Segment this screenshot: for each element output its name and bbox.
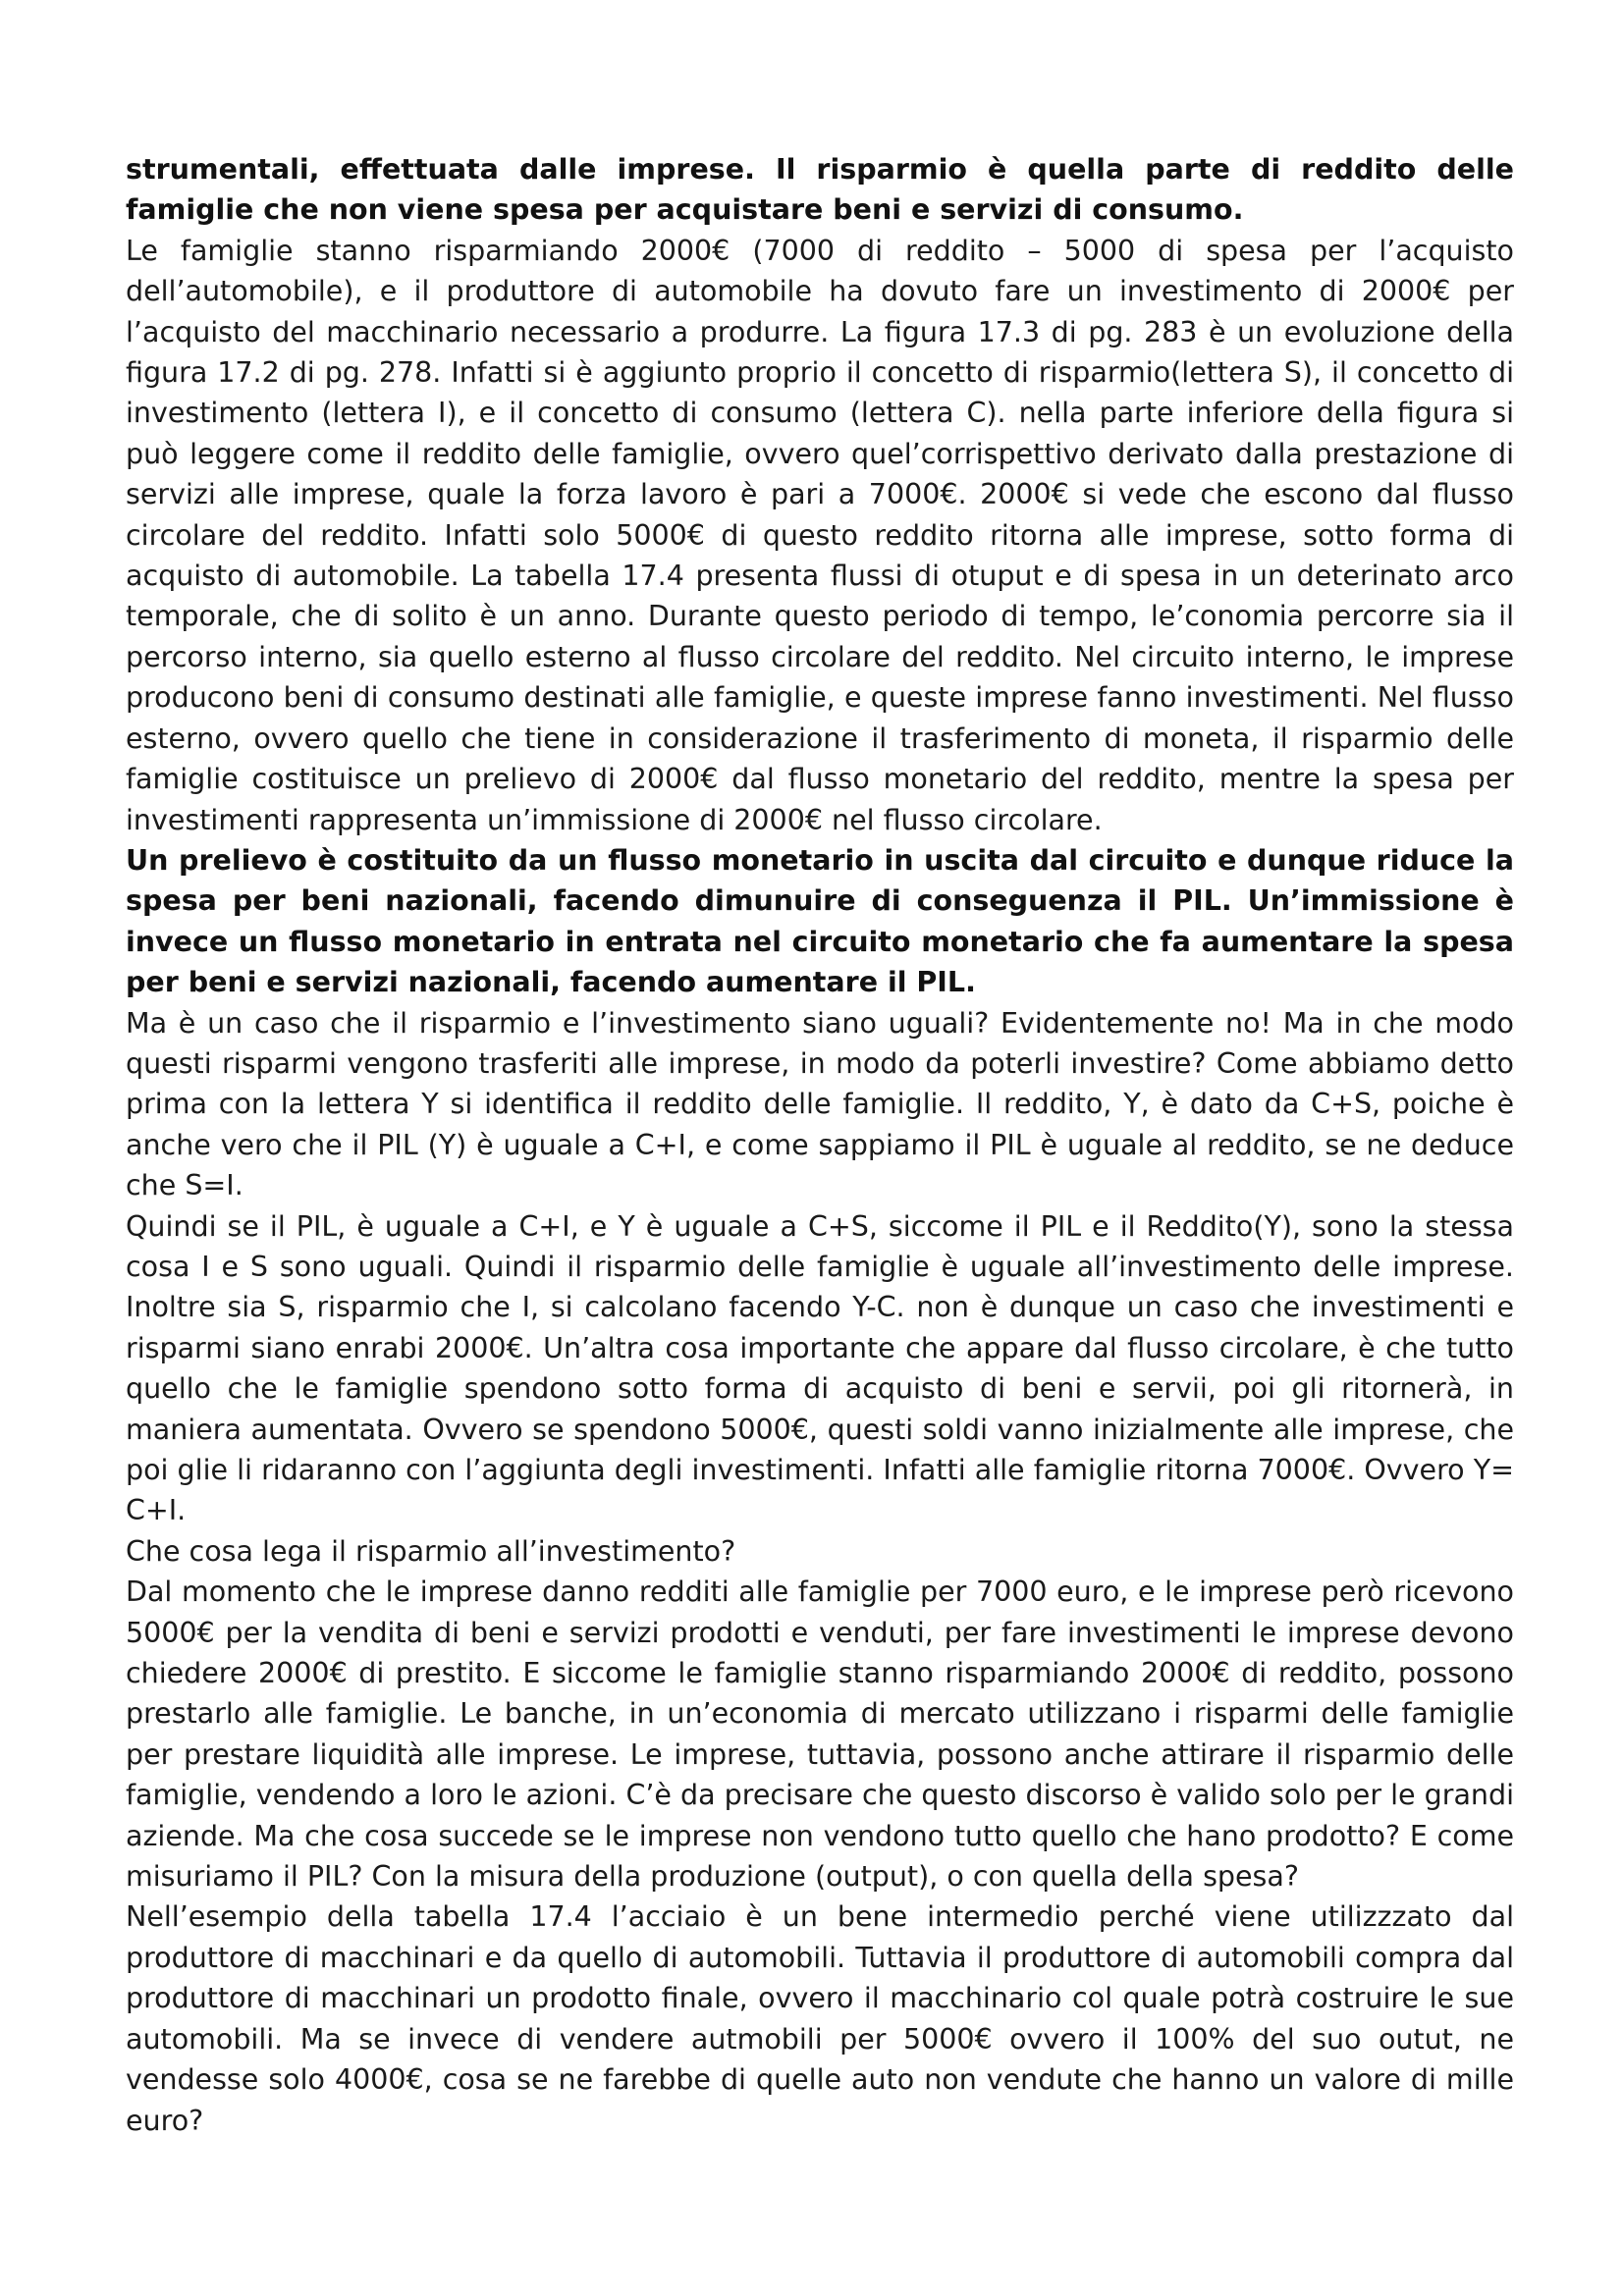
paragraph-banks-and-lending: Dal momento che le imprese danno redditi alle famiglie per 7000 euro, e le imprese però ricevono 5000€ per la vendita di beni e servizi prodotti e venduti, per fare investimenti le imprese devono chiedere 2000€ di prestito. E siccome le famiglie stanno risparmiando 2000€ di reddito, possono prestarlo alle famiglie. Le banche, in un’economia di mercato utilizzano i risparmi delle famiglie per prestare liquidità alle imprese. Le imprese, tuttavia, possono anche attirare il risparmio delle famiglie, vendendo a loro le azioni. C’è da precisare che questo discorso è valido solo per le grandi aziende. Ma che cosa succede se le imprese non vendono tutto quello che hano prodotto? E come misuriamo il PIL? Con la misura della produzione (output), o con quella della spesa? — [126, 1575, 1514, 1894]
text-column — [126, 149, 1514, 2141]
paragraph-question-heading: Che cosa lega il risparmio all’investimento? — [126, 1534, 736, 1568]
paragraph-household-savings: Le famiglie stanno risparmiando 2000€ (7000 di reddito – 5000 di spesa per l’acquisto dell’automobile), e il produttore di automobile ha dovuto fare un investimento di 2000€ per l’acquisto del macchinario necessario a produrre. La figura 17.3 di pg. 283 è un evoluzione della figura 17.2 di pg. 278. Infatti si è aggiunto proprio il concetto di risparmio(lettera S), il concetto di investimento (lettera I), e il concetto di consumo (lettera C). nella parte inferiore della figura si può leggere come il reddito delle famiglie, ovvero quel’corrispettivo derivato dalla prestazione di servizi alle imprese, quale la forza lavoro è pari a 7000€. 2000€ si vede che escono dal flusso circolare del reddito. Infatti solo 5000€ di questo reddito ritorna alle imprese, sotto forma di acquisto di automobile. La tabella 17.4 presenta flussi di otuput e di spesa in un deterinato arco temporale, che di solito è un anno. Durante questo periodo di tempo, le’conomia percorre sia il percorso interno, sia quello esterno al flusso circolare del reddito. Nel circuito interno, le imprese producono beni di consumo destinati alle famiglie, e queste imprese fanno investimenti. Nel flusso esterno, ovvero quello che tiene in considerazione il trasferimento di moneta, il risparmio delle famiglie costituisce un prelievo di 2000€ dal flusso monetario del reddito, mentre la spesa per investimenti rappresenta un’immissione di 2000€ nel flusso circolare. — [126, 234, 1514, 836]
paragraph-bold-definition-withdrawal-injection: Un prelievo è costituito da un flusso monetario in uscita dal circuito e dunque riduce la spesa per beni nazionali, facendo dimunuire di conseguenza il PIL. Un’immissione è invece un flusso monetario in entrata nel circuito monetario che fa aumentare la spesa per beni e servizi nazionali, facendo aumentare il PIL. — [126, 843, 1514, 999]
paragraph-identity-derivation: Quindi se il PIL, è uguale a C+I, e Y è uguale a C+S, siccome il PIL e il Reddito(Y), sono la stessa cosa I e S sono uguali. Quindi il risparmio delle famiglie è uguale all’investimento delle imprese. Inoltre sia S, risparmio che I, si calcolano facendo Y-C. non è dunque un caso che investimenti e risparmi siano enrabi 2000€. Un’altra cosa importante che appare dal flusso circolare, è che tutto quello che le famiglie spendono sotto forma di acquisto di beni e servii, poi gli ritornerà, in maniera aumentata. Ovvero se spendono 5000€, questi soldi vanno inizialmente alle imprese, che poi glie li ridaranno con l’aggiunta degli investimenti. Infatti alle famiglie ritorna 7000€. Ovvero Y= C+I. — [126, 1209, 1514, 1527]
paragraph-intermediate-goods: Nell’esempio della tabella 17.4 l’acciaio è un bene intermedio perché viene utilizzzato dal produttore di macchinari e da quello di automobili. Tuttavia il produttore di automobili compra dal produttore di macchinari un prodotto finale, ovvero il macchinario col quale potrà costruire le sue automobili. Ma se invece di vendere autmobili per 5000€ ovvero il 100% del suo outut, ne vendesse solo 4000€, cosa se ne farebbe di quelle auto non vendute che hanno un valore di mille euro? — [126, 1900, 1514, 2137]
paragraph-bold-definition-savings: strumentali, effettuata dalle imprese. Il risparmio è quella parte di reddito delle famiglie che non viene spesa per acquistare beni e servizi di consumo. — [126, 153, 1514, 227]
paragraph-savings-equals-investment: Ma è un caso che il risparmio e l’investimento siano uguali? Evidentemente no! Ma in che modo questi risparmi vengono trasferiti alle imprese, in modo da poterli investire? Come abbiamo detto prima con la lettera Y si identifica il reddito delle famiglie. Il reddito, Y, è dato da C+S, poiche è anche vero che il PIL (Y) è uguale a C+I, e come sappiamo il PIL è uguale al reddito, se ne deduce che S=I. — [126, 1006, 1514, 1202]
